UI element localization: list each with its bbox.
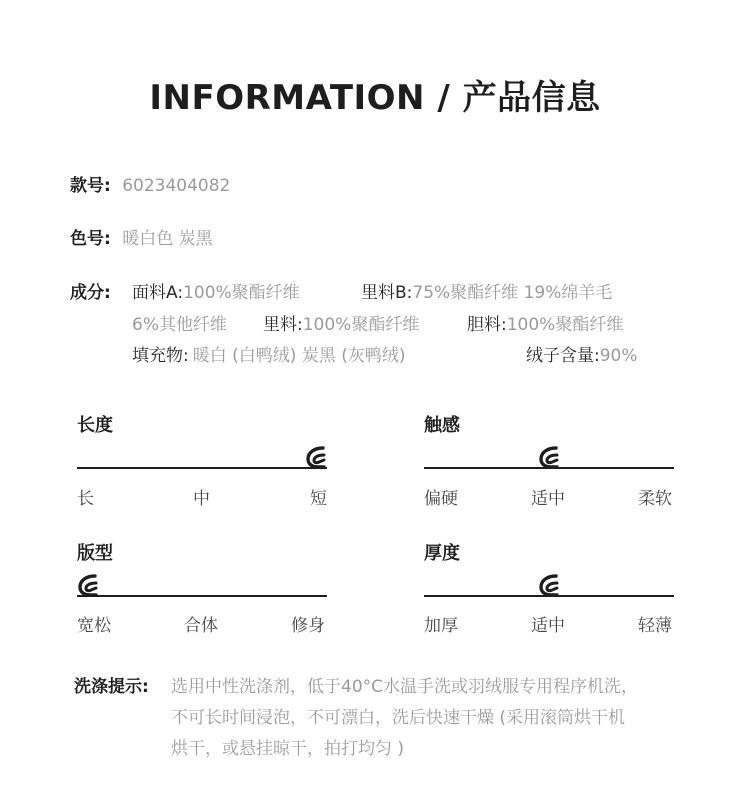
care-line-2: 不可长时间浸泡，不可漂白，洗后快速干燥 (采用滚筒烘干机 bbox=[171, 708, 626, 728]
scale-track bbox=[77, 595, 327, 597]
lining-value: 100%聚酯纤维 bbox=[302, 315, 420, 335]
care-label: 洗涤提示: bbox=[74, 677, 149, 697]
scale-title: 厚度 bbox=[424, 543, 460, 564]
scale-track bbox=[77, 467, 327, 469]
scale-label-right: 柔软 bbox=[638, 489, 672, 509]
filling-label: 填充物: bbox=[132, 346, 189, 366]
scale-label-right: 短 bbox=[310, 489, 327, 509]
filling bbox=[132, 346, 405, 366]
bladder-label: 胆料: bbox=[467, 315, 507, 335]
composition-row-1 bbox=[70, 283, 111, 303]
filling-value: 暖白 (白鸭绒) 炭黑 (灰鸭绒) bbox=[192, 346, 406, 366]
scale-title: 触感 bbox=[424, 415, 460, 436]
down-content bbox=[526, 346, 638, 366]
scale-label-right: 修身 bbox=[291, 616, 325, 636]
scale-label-left: 偏硬 bbox=[424, 489, 458, 509]
scale-label-middle: 合体 bbox=[184, 616, 218, 636]
lining-b bbox=[361, 283, 612, 303]
care-label-row bbox=[74, 672, 149, 702]
care-line-1: 选用中性洗涤剂，低于40°C水温手洗或羽绒服专用程序机洗， bbox=[171, 677, 639, 697]
bladder-value: 100%聚酯纤维 bbox=[506, 315, 624, 335]
color-row bbox=[70, 229, 213, 249]
lining-b-value: 75%聚酯纤维 19%绵羊毛 bbox=[412, 283, 613, 303]
care-line-3: 烘干，或悬挂晾干，拍打均匀 ) bbox=[171, 739, 405, 759]
down-content-value: 90% bbox=[599, 346, 638, 366]
style-number-value: 6023404082 bbox=[122, 176, 231, 196]
color-label: 色号: bbox=[70, 229, 111, 249]
shell-fabric-value: 100%聚酯纤维 bbox=[183, 283, 300, 303]
composition-label: 成分: bbox=[70, 283, 111, 303]
page-title: INFORMATION / 产品信息 bbox=[149, 78, 601, 118]
color-value: 暖白色 炭黑 bbox=[122, 229, 213, 249]
scale-label-right: 轻薄 bbox=[638, 616, 672, 636]
style-number-row bbox=[70, 176, 230, 196]
lining-b-value-2: 6%其他纤维 bbox=[132, 315, 227, 335]
style-number-label: 款号: bbox=[70, 176, 111, 196]
scale-title: 版型 bbox=[77, 543, 113, 564]
scale-label-left: 宽松 bbox=[77, 616, 111, 636]
lining-b-continued bbox=[132, 315, 227, 335]
lining-label: 里料: bbox=[263, 315, 303, 335]
brand-logo-icon bbox=[77, 574, 99, 596]
lining bbox=[263, 315, 419, 335]
scale-label-middle: 适中 bbox=[531, 616, 565, 636]
scale-title: 长度 bbox=[77, 415, 113, 436]
down-content-label: 绒子含量: bbox=[526, 346, 600, 366]
scale-label-middle: 适中 bbox=[531, 489, 565, 509]
brand-logo-icon bbox=[538, 574, 560, 596]
brand-logo-icon bbox=[538, 446, 560, 468]
shell-fabric-label: 面料A: bbox=[132, 283, 184, 303]
bladder bbox=[467, 315, 623, 335]
scale-label-left: 长 bbox=[77, 489, 94, 509]
scale-label-middle: 中 bbox=[193, 489, 210, 509]
lining-b-label: 里料B: bbox=[361, 283, 413, 303]
brand-logo-icon bbox=[305, 446, 327, 468]
scale-label-left: 加厚 bbox=[424, 616, 458, 636]
shell-fabric bbox=[132, 283, 300, 303]
